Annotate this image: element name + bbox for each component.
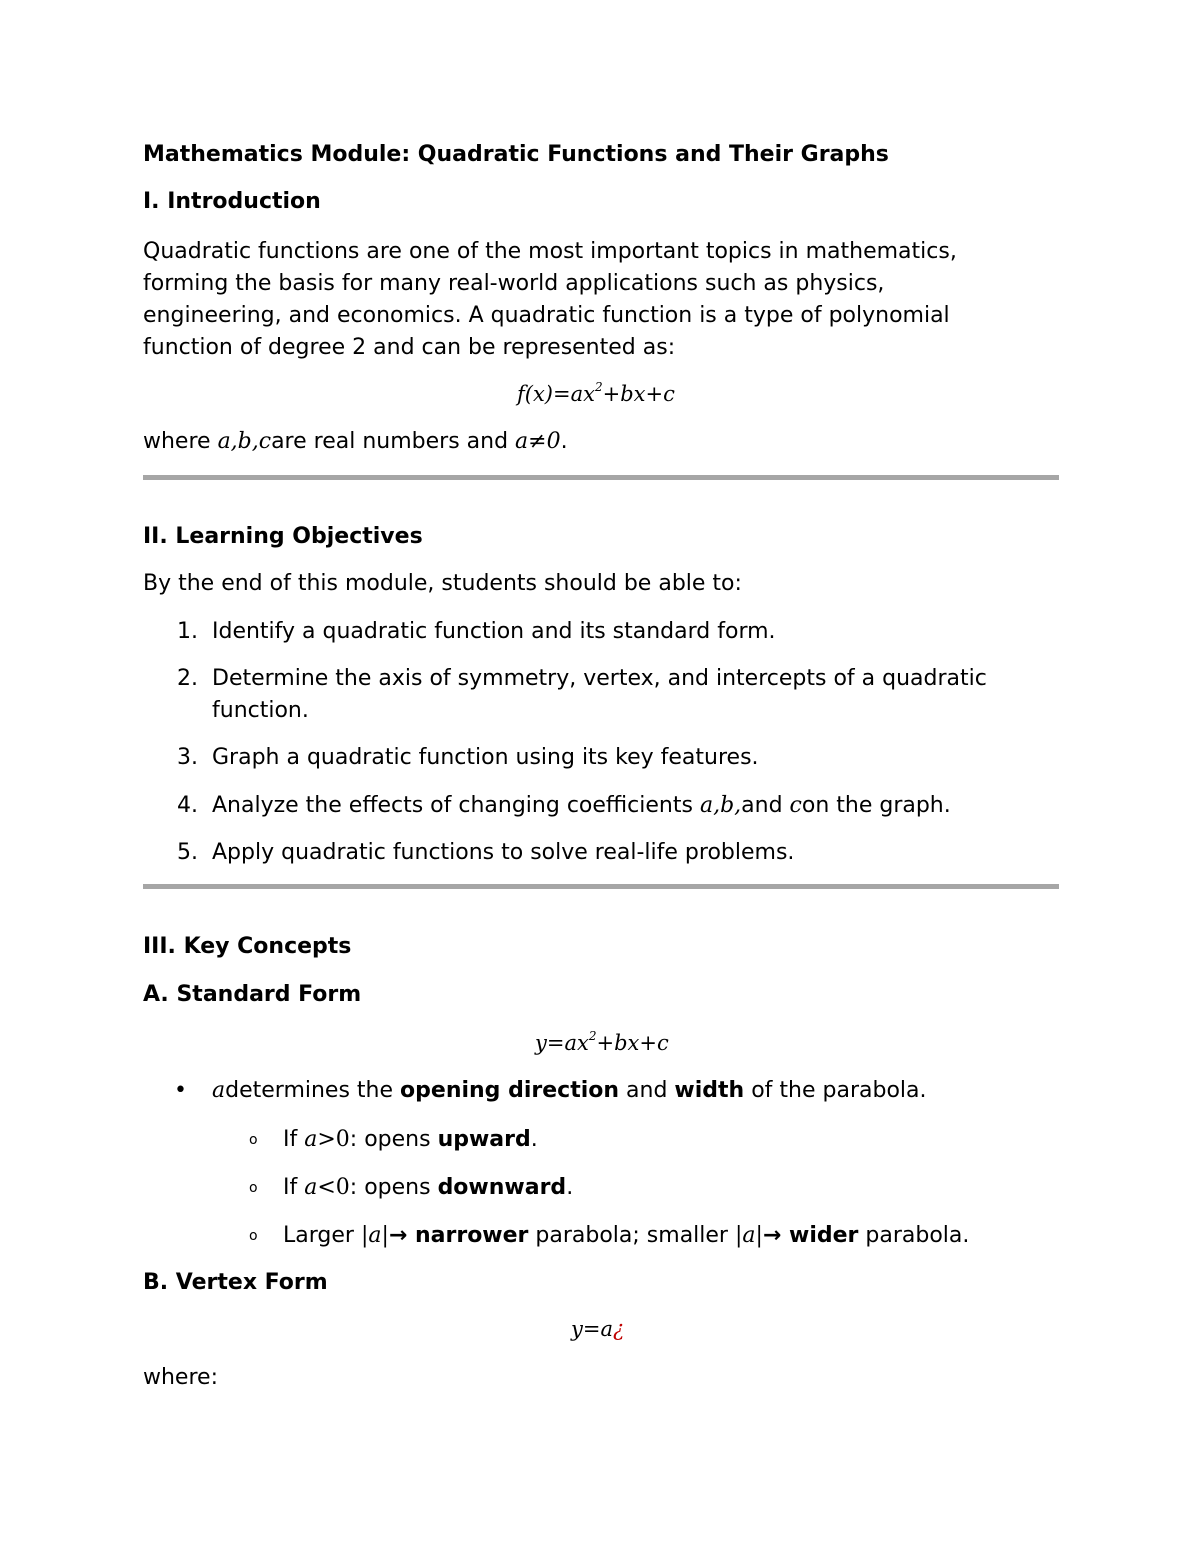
- abs-a: |a|: [734, 1223, 763, 1248]
- list-number: 2.: [177, 666, 198, 691]
- text-post: parabola.: [858, 1223, 970, 1248]
- text-mid: : opens: [349, 1175, 438, 1200]
- text-pre: If: [283, 1175, 305, 1200]
- section-heading-objectives: II. Learning Objectives: [143, 524, 423, 549]
- vertex-form-equation: [571, 1317, 624, 1341]
- bullet-text: [212, 1078, 927, 1103]
- condition-op: >0: [317, 1127, 350, 1152]
- section-heading-key-concepts: III. Key Concepts: [143, 934, 352, 959]
- text-mid: parabola; smaller: [528, 1223, 735, 1248]
- bold-term: wider: [789, 1223, 859, 1248]
- equation-var: x: [576, 1031, 589, 1055]
- intro-line: engineering, and economics. A quadratic function is a type of polynomial: [143, 303, 950, 328]
- text-pre: If: [283, 1127, 305, 1152]
- objectives-lead: By the end of this module, students should be able to:: [143, 571, 742, 596]
- list-number: 1.: [177, 619, 198, 644]
- equation-exponent: 2: [588, 1029, 597, 1043]
- list-text: [212, 793, 951, 818]
- where-end: .: [560, 429, 568, 454]
- list-number: 5.: [177, 840, 198, 865]
- coefficient-c: c: [789, 793, 802, 818]
- sub-bullet-text: [283, 1223, 969, 1248]
- intro-line: forming the basis for many real-world applications such as physics,: [143, 271, 885, 296]
- standard-form-equation: [535, 1031, 669, 1055]
- vertex-where-label: where:: [143, 1365, 218, 1390]
- section-heading-introduction: I. Introduction: [143, 189, 321, 214]
- equation-rhs: +bx+c: [596, 1031, 669, 1055]
- list-number: 3.: [177, 745, 198, 770]
- equation-error-glyph: ¿: [612, 1317, 625, 1341]
- bold-term: upward: [437, 1127, 531, 1152]
- intro-line: Quadratic functions are one of the most important topics in mathematics,: [143, 239, 957, 264]
- arrow: →: [388, 1223, 415, 1248]
- bold-term: opening direction: [400, 1078, 620, 1103]
- list-text: Graph a quadratic function using its key features.: [212, 745, 759, 770]
- list-text-pre: Analyze the effects of changing coefficients: [212, 793, 700, 818]
- text-pre: Larger: [283, 1223, 361, 1248]
- equation-lhs: y=a: [535, 1031, 577, 1055]
- horizontal-rule: [143, 884, 1059, 889]
- sub-bullet-text: [283, 1175, 573, 1200]
- list-text-mid: and: [741, 793, 790, 818]
- sub-bullet-glyph: o: [249, 1228, 258, 1244]
- coefficient-vars: a,b,: [699, 793, 742, 818]
- list-text-continuation: function.: [212, 698, 309, 723]
- bullet-text-pre: determines the: [225, 1078, 401, 1103]
- text-post: .: [566, 1175, 574, 1200]
- bold-term: downward: [437, 1175, 567, 1200]
- coefficient-a: a: [212, 1078, 226, 1103]
- where-variables: a,b,c: [217, 429, 272, 454]
- abs-a: |a|: [360, 1223, 389, 1248]
- intro-paragraph: [143, 236, 1043, 364]
- text-post: .: [530, 1127, 538, 1152]
- where-condition: a≠0: [515, 429, 561, 454]
- subsection-heading-vertex-form: B. Vertex Form: [143, 1270, 328, 1295]
- coefficient-a: a: [304, 1127, 318, 1152]
- sub-bullet-glyph: o: [249, 1132, 258, 1148]
- bullet-text-post: of the parabola.: [744, 1078, 927, 1103]
- subsection-heading-standard-form: A. Standard Form: [143, 982, 362, 1007]
- equation-rhs: +bx+c: [602, 382, 675, 406]
- list-text: Apply quadratic functions to solve real-life problems.: [212, 840, 795, 865]
- list-text-post: on the graph.: [801, 793, 951, 818]
- sub-bullet-text: [283, 1127, 538, 1152]
- bold-term: width: [674, 1078, 745, 1103]
- bold-term: narrower: [414, 1223, 529, 1248]
- bullet-glyph: •: [174, 1078, 187, 1103]
- text-mid: : opens: [349, 1127, 438, 1152]
- intro-where-line: [143, 429, 568, 454]
- where-middle: are real numbers and: [271, 429, 516, 454]
- list-text: Identify a quadratic function and its standard form.: [212, 619, 776, 644]
- where-prefix: where: [143, 429, 218, 454]
- document-title: Mathematics Module: Quadratic Functions and Their Graphs: [143, 142, 889, 167]
- bullet-text-mid: and: [619, 1078, 675, 1103]
- sub-bullet-glyph: o: [249, 1180, 258, 1196]
- equation-lhs: y=a: [571, 1317, 613, 1341]
- coefficient-a: a: [304, 1175, 318, 1200]
- list-text: Determine the axis of symmetry, vertex, and intercepts of a quadratic: [212, 666, 987, 691]
- horizontal-rule: [143, 475, 1059, 480]
- list-number: 4.: [177, 793, 198, 818]
- equation-var: x: [583, 382, 595, 406]
- intro-line: function of degree 2 and can be represented as:: [143, 335, 676, 360]
- arrow: →: [762, 1223, 790, 1248]
- intro-equation: [517, 382, 675, 406]
- equation-lhs: f(x)=a: [517, 382, 584, 406]
- equation-exponent: 2: [594, 380, 603, 394]
- condition-op: <0: [317, 1175, 350, 1200]
